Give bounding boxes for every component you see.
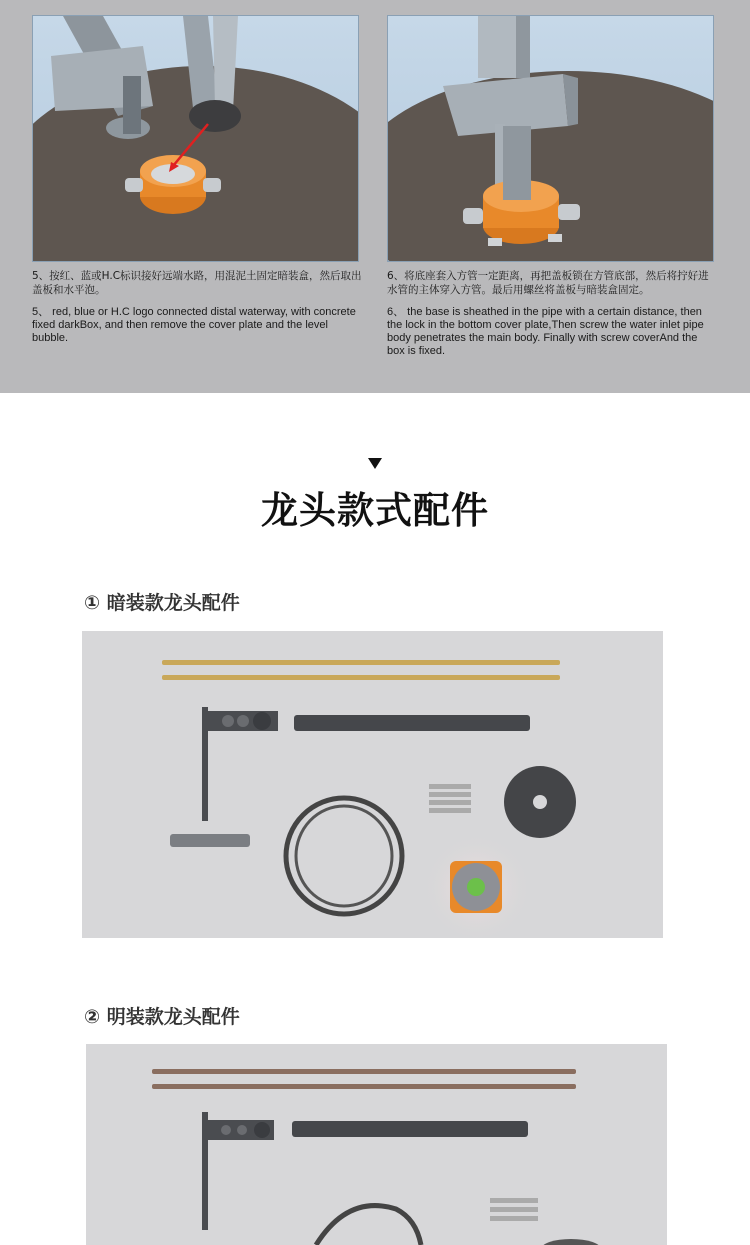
step-5-cn: 5、按红、蓝或H.C标识接好远端水路，用混泥土固定暗装盒，然后取出盖板和水平泡。	[32, 270, 362, 296]
installation-steps	[0, 0, 750, 393]
step-5-en: 5、 red, blue or H.C logo connected distal waterway, with concrete fixed darkBox, and then remove the cover plate and the level bubble.	[32, 306, 356, 344]
exposed-accessories-title: ② 明装款龙头配件	[84, 1006, 240, 1028]
section-title: 龙头款式配件	[261, 489, 489, 532]
exposed-accessories-photo	[86, 1044, 667, 1245]
step-6-text	[387, 270, 717, 367]
step-6-cn: 6、将底座套入方管一定距离，再把盖板锁在方管底部，然后将拧好进水管的主体穿入方管。最后用螺丝将盖板与暗装盒固定。	[387, 270, 709, 296]
concealed-accessories-photo	[82, 631, 663, 938]
step-5-text	[32, 270, 362, 354]
step-6-illustration	[387, 15, 714, 262]
step-5-illustration	[32, 15, 359, 262]
concealed-accessories-title: ① 暗装款龙头配件	[84, 592, 240, 614]
down-arrow-icon	[368, 458, 382, 469]
step-6-en: 6、 the base is sheathed in the pipe with a certain distance, then the lock in the bottom cover plate,Then screw the water inlet pipe body penetrates the main body. Finally with screw coverAnd the box is fixed.	[387, 306, 704, 357]
